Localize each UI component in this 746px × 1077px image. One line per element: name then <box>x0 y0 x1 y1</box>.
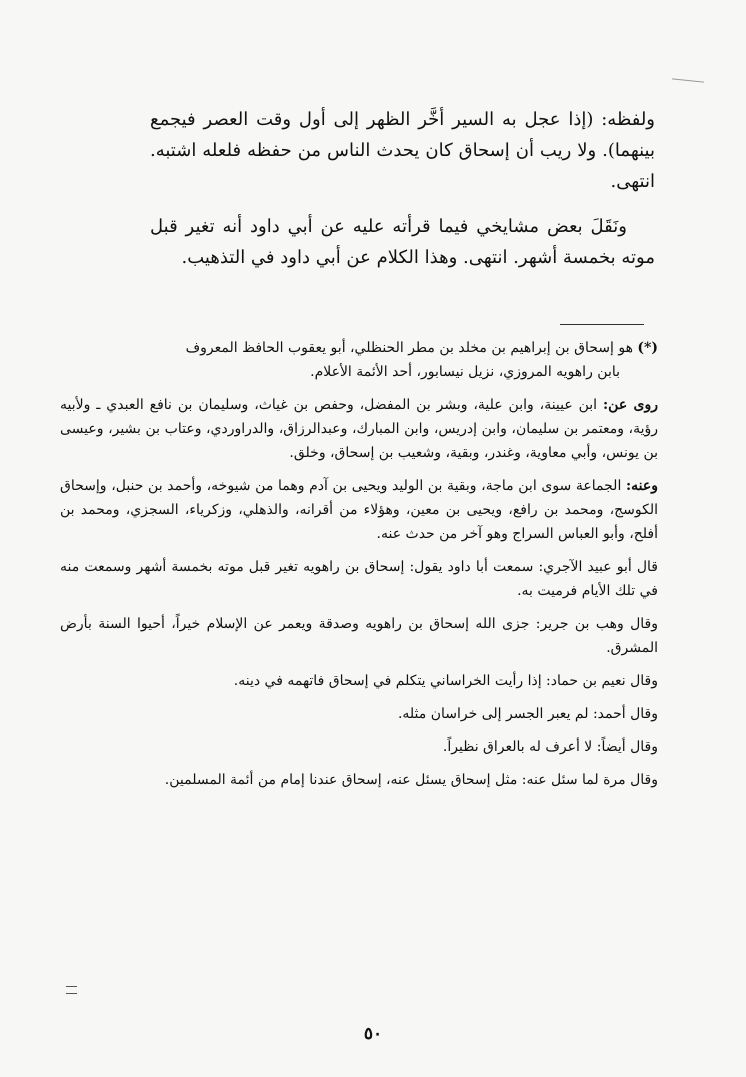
anhu-label: وعنه: <box>626 478 659 494</box>
footnote-intro <box>60 336 658 384</box>
footnotes <box>60 336 658 801</box>
main-paragraph-1: ولفظه: (إذا عجل به السير أخَّر الظهر إلى أول وقت العصر فيجمع بينهما). ولا ريب أن إسحاق كان يحدث الناس من حفظه فلعله اشتبه. انتهى. <box>150 109 655 192</box>
footnote-quote-4: وقال أحمد: لم يعبر الجسر إلى خراسان مثله. <box>397 706 658 722</box>
footnote-anhu <box>60 474 658 546</box>
footnote-quote-1: قال أبو عبيد الآجري: سمعت أبا داود يقول: إسحاق بن راهويه تغير قبل موته بخمسة أشهر وسمعت منه في تلك الأيام فرميت به. <box>60 559 658 599</box>
footnote-quote-2: وقال وهب بن جرير: جزى الله إسحاق بن راهويه وصدقة ويعمر عن الإسلام خيراً، أحيوا السنة بأرض المشرق. <box>60 616 658 656</box>
footnote-intro-rest: بابن راهويه المروزي، نزيل نيسابور، أحد الأئمة الأعلام. <box>310 364 620 380</box>
footnote-intro-first: هو إسحاق بن إبراهيم بن مخلد بن مطر الحنظلي، أبو يعقوب الحافظ المعروف <box>185 340 633 356</box>
main-text <box>150 104 655 287</box>
margin-mark-equals <box>66 986 77 994</box>
anhu-text: الجماعة سوى ابن ماجة، وبقية بن الوليد ويحيى بن آدم وهما من شيوخه، وأحمد بن حنبل، وإسحاق الكوسج، ومحمد بن رافع، ويحيى بن معين، وهؤلاء من أقرانه، والذهلي، وزكرياء، السجزي، ومحمد بن أفلح، وأبو العباس السراج وهو آخر من حدث عنه. <box>60 478 658 542</box>
page-number: ٥٠ <box>363 1024 383 1044</box>
rawa-label: روى عن: <box>603 397 658 413</box>
footnote-quote-5: وقال أيضاً: لا أعرف له بالعراق نظيراً. <box>442 739 658 755</box>
footnote-rawa <box>60 393 658 465</box>
footnote-quote-3: وقال نعيم بن حماد: إذا رأيت الخراساني يتكلم في إسحاق فاتهمه في دينه. <box>233 673 658 689</box>
footnote-marker: (*) <box>637 340 658 356</box>
footnote-quote-6: وقال مرة لما سئل عنه: مثل إسحاق يسئل عنه، إسحاق عندنا إمام من أئمة المسلمين. <box>164 772 658 788</box>
footnote-separator <box>560 324 644 325</box>
rawa-text: ابن عيينة، وابن علية، وبشر بن المفضل، وحفص بن غياث، وسليمان بن نافع العبدي ـ ولأبيه رؤية، ومعتمر بن سليمان، وابن إدريس، وابن المبارك، وعبدالرزاق، والدراوردي، وعتاب بن بشير، وعيسى بن يونس، وأبي معاوية، وغندر، وبقية، وشعيب بن إسحاق، وخلق. <box>60 397 658 461</box>
main-paragraph-2: ونَقَلَ بعض مشايخي فيما قرأته عليه عن أبي داود أنه تغير قبل موته بخمسة أشهر. انتهى. وهذا الكلام عن أبي داود في التذهيب. <box>150 216 655 268</box>
margin-mark <box>672 78 704 82</box>
